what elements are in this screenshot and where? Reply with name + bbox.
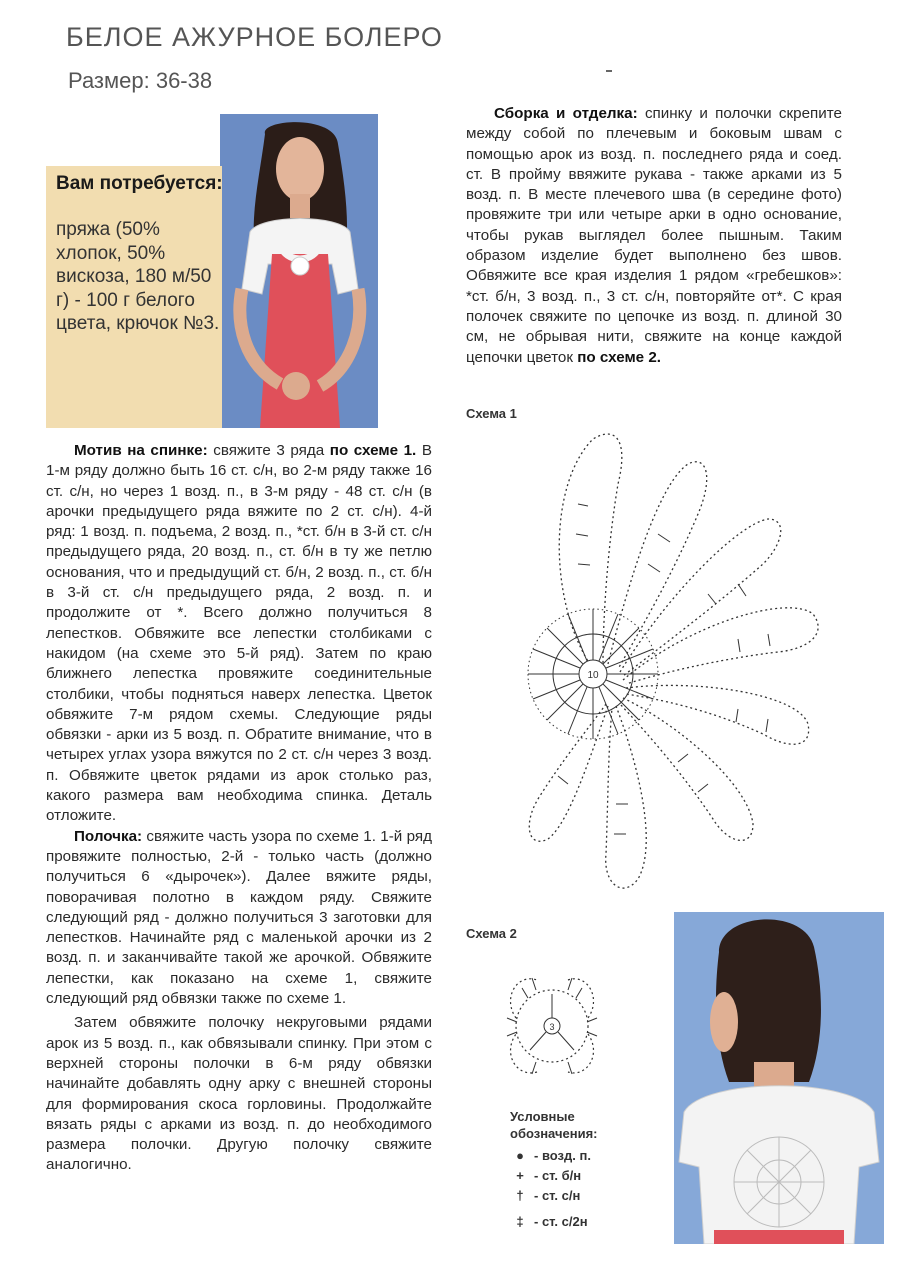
legend-item-label: - ст. б/н xyxy=(534,1168,582,1183)
legend-item-label: - ст. с/н xyxy=(534,1188,581,1203)
legend-title: Условные обозначения: xyxy=(510,1109,598,1141)
double-crochet-icon: † xyxy=(516,1188,524,1203)
assembly-text: спинку и полочки скрепите между собой по плечевым и боковым швам с помощью арок из возд. п. последнего ряда и соед. ст. В пройму ввяжите рукава - также арками из 5 возд. п. В месте плечевого шва (в середине фото) провяжите три или четыре арки в одно основание, чтобы рукав выглядел более пышным. Таким образом изделие будет выполнено без швов. Обвяжите все края изделия 1 рядом «гребешков»: *ст. б/н, 3 возд. п., 3 ст. с/н, повторяйте от*. С края полочек свяжите по цепочке из возд. п. длиной 30 см, не обрывая нити, свяжите на конце каждой цепочки цветок xyxy=(466,105,842,366)
motif-scheme-ref: по схеме 1. xyxy=(329,442,417,459)
front-label: Полочка: xyxy=(74,827,143,845)
scheme1-label: Схема 1 xyxy=(466,406,517,421)
front-paragraph xyxy=(46,827,432,1010)
legend-item-double-crochet xyxy=(510,1186,650,1206)
legend-item-label: - ст. с/2н xyxy=(534,1214,588,1229)
model-front-illustration xyxy=(220,114,378,428)
model-photo-front xyxy=(220,114,378,428)
size-label: Размер: 36-38 xyxy=(68,68,213,93)
assembly-scheme-ref: по схеме 2. xyxy=(577,348,662,366)
scheme1-diagram xyxy=(508,424,838,904)
legend xyxy=(510,1108,650,1232)
assembly-paragraph xyxy=(466,104,842,368)
scheme1-center-number: 10 xyxy=(587,670,599,681)
front-text: свяжите часть узора по схеме 1. 1-й ряд провяжите полностью, 2-й - только часть (должно получиться 6 «дырочек»). Далее вяжите ряды, поворачивая полотно в каждом ряду. Свяжите следующий ряд - должно получиться 3 заготовки для лепестков. Начинайте ряд с маленькой арочки из 2 возд. п. и заканчивайте такой же арочкой. Обвяжите лепестки, как показано на схеме 1, свяжите следующий ряд обвязки также по схеме 1. xyxy=(46,827,432,1008)
decorative-dash xyxy=(606,70,612,72)
left-text-column xyxy=(46,441,432,1176)
chain-stitch-icon: ● xyxy=(516,1148,524,1163)
single-crochet-icon: + xyxy=(516,1168,524,1183)
legend-item-chain xyxy=(510,1146,650,1166)
scheme2-diagram xyxy=(482,958,622,1088)
scheme2-center-number: 3 xyxy=(549,1022,555,1032)
treble-crochet-icon: ‡ xyxy=(516,1214,524,1229)
page-title: БЕЛОЕ АЖУРНОЕ БОЛЕРО xyxy=(66,22,443,52)
model-photo-back xyxy=(674,912,884,1244)
scheme2-label: Схема 2 xyxy=(466,926,517,941)
materials-text: пряжа (50% хлопок, 50% вискоза, 180 м/50 г) - 100 г белого цвета, крючок №3. xyxy=(56,219,220,334)
right-text-column xyxy=(466,104,842,368)
front-paragraph-2: Затем обвяжите полочку некруговыми рядами арок из 5 возд. п., как обвязывали спинку. При этом с верхней стороны полочки в 6-м ряду обвязки начинайте добавлять одну арку с внешней стороны для формирования скоса горловины. Продолжайте вязать ряды с арками из возд. п. до необходимого размера полочки. Другую полочку свяжите аналогично. xyxy=(46,1014,432,1174)
model-back-illustration xyxy=(674,912,884,1244)
motif-text-a: свяжите 3 ряда xyxy=(207,442,330,459)
assembly-label: Сборка и отделка: xyxy=(494,105,638,122)
legend-item-label: - возд. п. xyxy=(534,1148,591,1163)
materials-heading: Вам потребуется: xyxy=(56,173,223,194)
motif-label: Мотив на спинке: xyxy=(74,442,208,459)
motif-text-b: В 1-м ряду должно быть 16 ст. с/н, во 2-м ряду также 16 ст. с/н, но через 1 возд. п., в 3-м ряду - 48 ст. с/н (в арочки предыдущего ряда вяжите по 2 ст. с/н). 4-й ряд: 1 возд. п. подъема, 2 возд. п., *ст. б/н в 3-й ст. с/н предыдущего ряда, 20 возд. п., ст. б/н в ту же петлю основания, что и предыдущий ст. б/н, 2 возд. п., ст. б/н в 3-й ст. с/н предыдущего ряда, 2 возд. п. и продолжите от *. Всего должно получиться 8 лепестков. Обвяжите все лепестки столбиками с накидом (на схеме это 5-й ряд). Затем по краю ближнего лепестка провяжите соединительные столбики, чтобы подняться наверх лепестка. Цветок обвяжите 7-м рядом схемы. Следующие ряды обвязки - арки из 5 возд. п. Обратите внимание, что в четырех углах узора вяжутся по 2 ст. с/н через 3 возд. п. Обвяжите цветок рядами из арок столько раз, какого размера вам необходима спинка. Деталь отложите. xyxy=(46,442,432,825)
legend-item-single-crochet xyxy=(510,1166,650,1186)
motif-paragraph xyxy=(46,441,432,827)
legend-item-treble-crochet xyxy=(510,1212,650,1232)
